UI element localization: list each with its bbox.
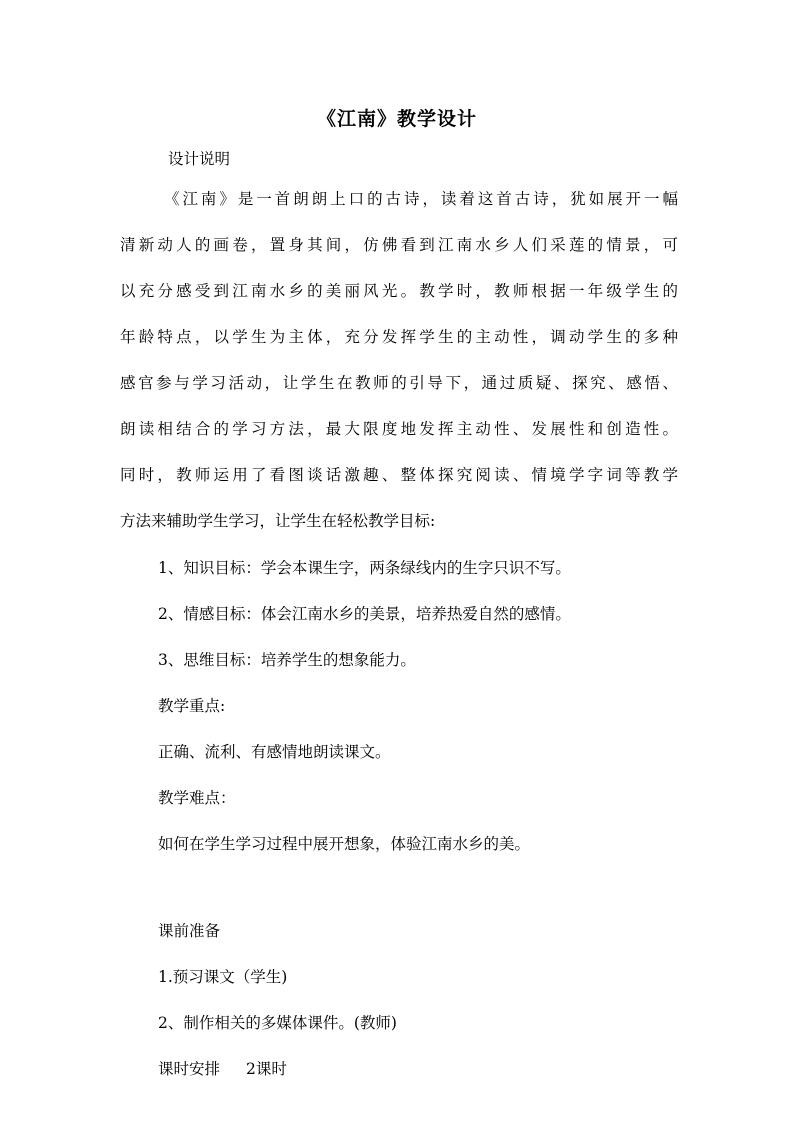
document-body bbox=[120, 0, 680, 1123]
key-point-text: 正确、流利、有感情地朗读课文。 bbox=[158, 743, 391, 761]
intro-line-8: 方法来辅助学生学习，让学生在轻松教学目标: bbox=[120, 512, 436, 530]
difficulty-label: 教学难点： bbox=[158, 789, 236, 807]
document-title: 《江南》教学设计 bbox=[316, 108, 477, 130]
prep-item-courseware: 2、制作相关的多媒体课件。(教师) bbox=[158, 1014, 397, 1032]
schedule-row bbox=[158, 1058, 287, 1080]
intro-line-4: 年龄特点，以学生为主体，充分发挥学生的主动性，调动学生的多种 bbox=[120, 328, 678, 346]
schedule-label: 课时安排 bbox=[158, 1060, 221, 1078]
intro-line-5: 感官参与学习活动，让学生在教师的引导下，通过质疑、探究、感悟、 bbox=[120, 374, 678, 392]
goal-knowledge: 1、知识目标：学会本课生字，两条绿线内的生字只识不写。 bbox=[158, 559, 571, 577]
intro-line-3: 以充分感受到江南水乡的美丽风光。教学时，教师根据一年级学生的 bbox=[120, 282, 678, 300]
intro-line-6: 朗读相结合的学习方法，最大限度地发挥主动性、发展性和创造性。 bbox=[120, 420, 678, 438]
section-heading-design-note: 设计说明 bbox=[168, 150, 231, 168]
key-point-label: 教学重点: bbox=[158, 697, 226, 715]
intro-line-1: 《江南》是一首朗朗上口的古诗，读着这首古诗，犹如展开一幅 bbox=[164, 190, 678, 208]
prep-label: 课前准备 bbox=[158, 922, 221, 940]
goal-thinking: 3、思维目标：培养学生的想象能力。 bbox=[158, 651, 416, 669]
prep-item-preview: 1.预习课文（学生) bbox=[158, 968, 288, 986]
goal-emotion: 2、情感目标：体会江南水乡的美景，培养热爱自然的感情。 bbox=[158, 605, 571, 623]
schedule-value: 2课时 bbox=[246, 1060, 287, 1078]
difficulty-text: 如何在学生学习过程中展开想象，体验江南水乡的美。 bbox=[158, 835, 531, 853]
intro-line-2: 清新动人的画卷，置身其间，仿佛看到江南水乡人们采莲的情景，可 bbox=[120, 236, 678, 254]
intro-line-7: 同时，教师运用了看图谈话激趣、整体探究阅读、情境学字词等教学 bbox=[120, 466, 678, 484]
